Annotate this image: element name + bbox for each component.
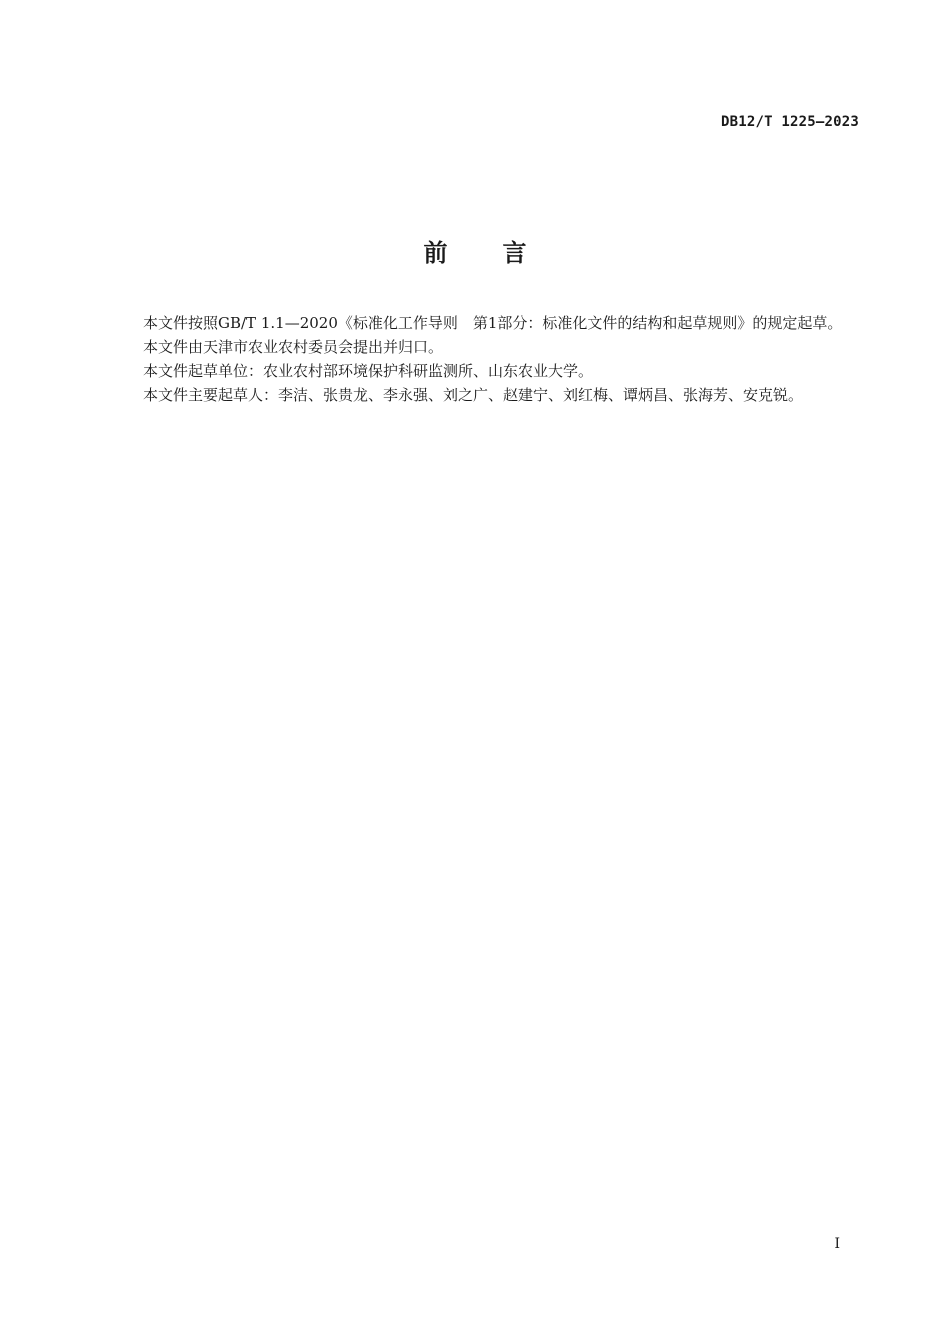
paragraph-drafters: 本文件主要起草人：李洁、张贵龙、李永强、刘之广、赵建宁、刘红梅、谭炳昌、张海芳、安克锐。: [143, 386, 804, 404]
standard-code: DB12/T 1225—2023: [720, 114, 859, 130]
paragraph-proposer: 本文件由天津市农业农村委员会提出并归口。: [143, 338, 444, 356]
page-number: I: [834, 1236, 840, 1252]
page-title: 前言: [423, 239, 582, 267]
paragraph-drafting-units: 本文件起草单位：农业农村部环境保护科研监测所、山东农业大学。: [143, 362, 594, 380]
paragraph-drafting-rules: 本文件按照GB/T 1.1—2020《标准化工作导则 第1部分：标准化文件的结构和起草规则》的规定起草。: [143, 314, 843, 332]
foreword-body: [113, 311, 860, 407]
